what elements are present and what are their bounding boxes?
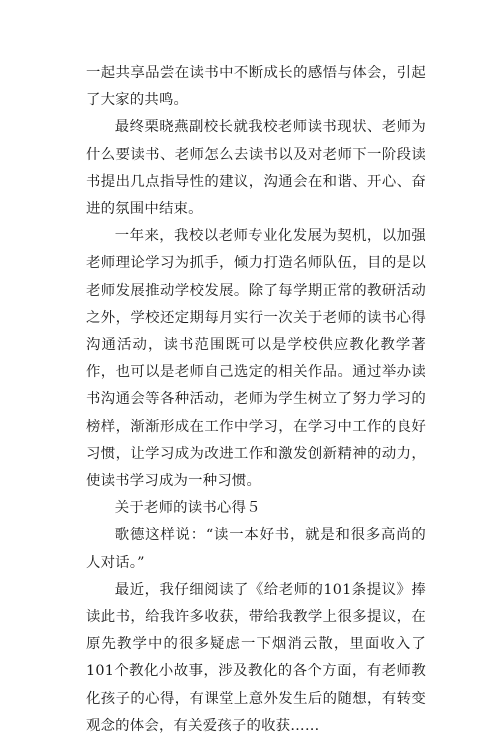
paragraph-6: 最近，我仔细阅读了《给老师的101条提议》捧读此书，给我许多收获，带给我教学上很多提议，在原先教学中的很多疑虑一下烟消云散，里面收入了101个教化小故事，涉及教化的各个方面，有老师教化孩子的心得，有课堂上意外发生后的随想，有转变观念的体会，有关爱孩子的收获…… — [86, 581, 426, 734]
quote-paragraph: 歌德这样说：“读一本好书，就是和很多高尚的人对话。” — [86, 527, 426, 571]
document-body — [86, 60, 426, 740]
paragraph-2: 最终栗晓燕副校长就我校老师读书现状、老师为什么要读书、老师怎么去读书以及对老师下一阶段读书提出几点指导性的建议，沟通会在和谐、开心、奋进的氛围中结束。 — [86, 119, 426, 218]
paragraph-3: 一年来，我校以老师专业化发展为契机，以加强老师理论学习为抓手，倾力打造名师队伍，目的是以老师发展推动学校发展。除了每学期正常的教研活动之外，学校还定期每月实行一次关于老师的读书心得沟通活动，读书范围既可以是学校供应教化教学著作，也可以是老师自己选定的相关作品。通过举办读书沟通会等各种活动，老师为学生树立了努力学习的榜样，渐渐形成在工作中学习，在学习中工作的良好习惯，让学习成为改进工作和激发创新精神的动力，使读书学习成为一种习惯。 — [86, 228, 426, 490]
paragraph-1: 一起共享品尝在读书中不断成长的感悟与体会，引起了大家的共鸣。 — [86, 65, 426, 109]
section-heading: 关于老师的读书心得５ — [114, 500, 261, 517]
